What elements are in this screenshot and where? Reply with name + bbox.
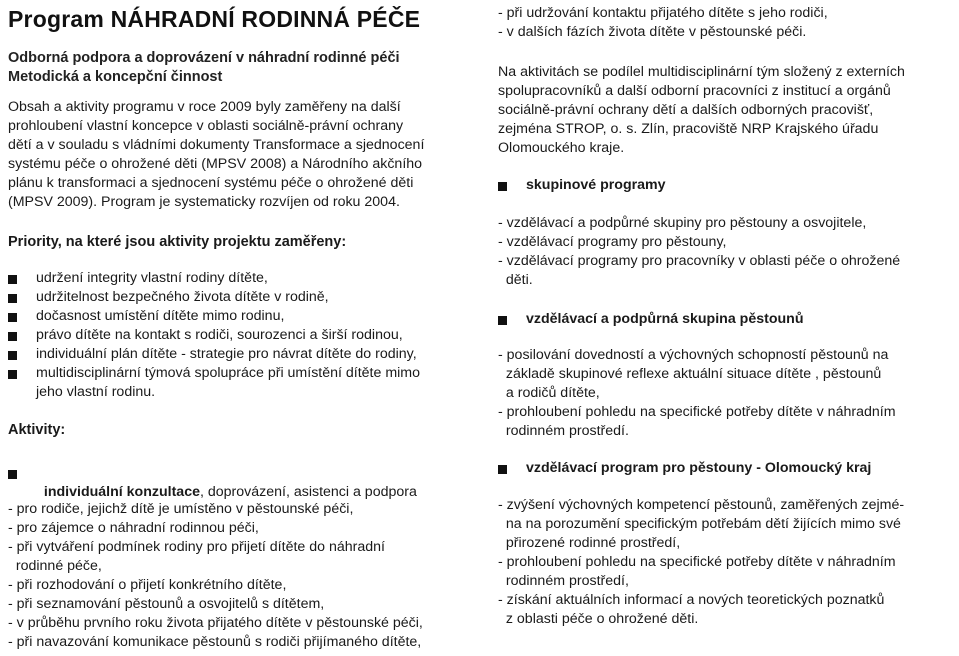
bullet-icon [8,470,17,479]
team-line: spolupracovníků a další odborní pracovníci z institucí a orgánů [498,83,891,99]
bullet-icon [8,332,17,341]
list-item: multidisciplinární týmová spolupráce při umístění dítěte mimo [36,365,421,381]
list-item: přirozené rodinné prostředí, [498,535,681,551]
list-item: děti. [498,272,533,288]
subtitle-2: Metodická a koncepční činnost [8,69,223,85]
intro-line: Obsah a aktivity programu v roce 2009 byly zaměřeny na další [8,99,401,115]
list-item: - při seznamování pěstounů a osvojitelů s dítětem, [8,596,325,612]
page-title: Program NÁHRADNÍ RODINNÁ PÉČE [8,6,421,32]
bullet-icon [8,275,17,284]
list-item: - při vytváření podmínek rodiny pro přijetí dítěte do náhradní [8,539,385,555]
list-item: - v dalších fázích života dítěte v pěstounské péči. [498,24,807,40]
bullet-icon [8,351,17,360]
list-item: rodinném prostředí, [498,573,629,589]
intro-line: (MPSV 2009). Program je systematicky rozvíjen od roku 2004. [8,194,400,210]
list-item: udržení integrity vlastní rodiny dítěte, [36,270,268,286]
consultation-bold: individuální konzultace [43,484,200,500]
list-item: - vzdělávací programy pro pěstouny, [498,234,727,250]
consultation-rest: , doprovázení, asistenci a podpora [199,484,417,500]
list-item: - vzdělávací programy pro pracovníky v oblasti péče o ohrožené [498,253,901,269]
list-item: - pro zájemce o náhradní rodinnou péči, [8,520,259,536]
list-item: dočasnost umístění dítěte mimo rodinu, [36,308,285,324]
list-item: základě skupinové reflexe aktuální situace dítěte , pěstounů [498,366,882,382]
team-line: Olomouckého kraje. [498,140,625,156]
list-item: - při rozhodování o přijetí konkrétního dítěte, [8,577,287,593]
consultation-heading [36,464,417,502]
list-item: - při udržování kontaktu přijatého dítěte s jeho rodiči, [498,5,828,21]
edu-heading: vzdělávací program pro pěstouny - Olomoucký kraj [526,460,872,476]
list-item: - posilování dovedností a výchovných schopností pěstounů na [498,347,889,363]
intro-line: dětí a v souladu s vládními dokumenty Transformace a sjednocení [8,137,425,153]
list-item: - prohloubení pohledu na specifické potřeby dítěte v náhradním [498,404,896,420]
activities-heading: Aktivity: [8,422,66,438]
bullet-icon [498,182,507,191]
team-line: sociálně-právní ochrany dětí a dalších odborných pracovišť, [498,102,874,118]
list-item: - v průběhu prvního roku života přijatého dítěte v pěstounské péči, [8,615,423,631]
bullet-icon [8,313,17,322]
team-line: Na aktivitách se podílel multidisciplinární tým složený z externích [498,64,905,80]
list-item: rodinné péče, [8,558,102,574]
list-item: jeho vlastní rodinu. [36,384,156,400]
list-item: a rodičů dítěte, [498,385,600,401]
list-item: z oblasti péče o ohrožené děti. [498,611,699,627]
subtitle-1: Odborná podpora a doprovázení v náhradní rodinné péči [8,50,400,66]
intro-line: systému péče o ohrožené děti (MPSV 2008) a Národního akčního [8,156,423,172]
intro-line: prohloubení vlastní koncepce v oblasti sociálně-právní ochrany [8,118,404,134]
priorities-heading: Priority, na které jsou aktivity projektu zaměřeny: [8,234,347,250]
list-item: - pro rodiče, jejichž dítě je umístěno v pěstounské péči, [8,501,354,517]
bullet-icon [498,465,507,474]
intro-line: plánu k transformaci a sjednocení systému péče o ohrožené děti [8,175,414,191]
support-heading: vzdělávací a podpůrná skupina pěstounů [526,311,804,327]
list-item: udržitelnost bezpečného života dítěte v rodině, [36,289,329,305]
list-item: - při navazování komunikace pěstounů s rodiči přijímaného dítěte, [8,634,422,650]
list-item: - prohloubení pohledu na specifické potřeby dítěte v náhradním [498,554,896,570]
bullet-icon [8,294,17,303]
bullet-icon [8,370,17,379]
team-line: zejména STROP, o. s. Zlín, pracoviště NRP Krajského úřadu [498,121,879,137]
list-item: právo dítěte na kontakt s rodiči, sourozenci a širší rodinou, [36,327,403,343]
list-item: na na porozumění specifickým potřebám dětí žijících mimo své [498,516,901,532]
list-item: - získání aktuálních informací a nových teoretických poznatků [498,592,885,608]
bullet-icon [498,316,507,325]
list-item: rodinném prostředí. [498,423,629,439]
group-heading: skupinové programy [526,177,666,193]
list-item: - zvýšení výchovných kompetencí pěstounů, zaměřených zejmé- [498,497,905,513]
list-item: - vzdělávací a podpůrné skupiny pro pěstouny a osvojitele, [498,215,867,231]
list-item: individuální plán dítěte - strategie pro návrat dítěte do rodiny, [36,346,417,362]
